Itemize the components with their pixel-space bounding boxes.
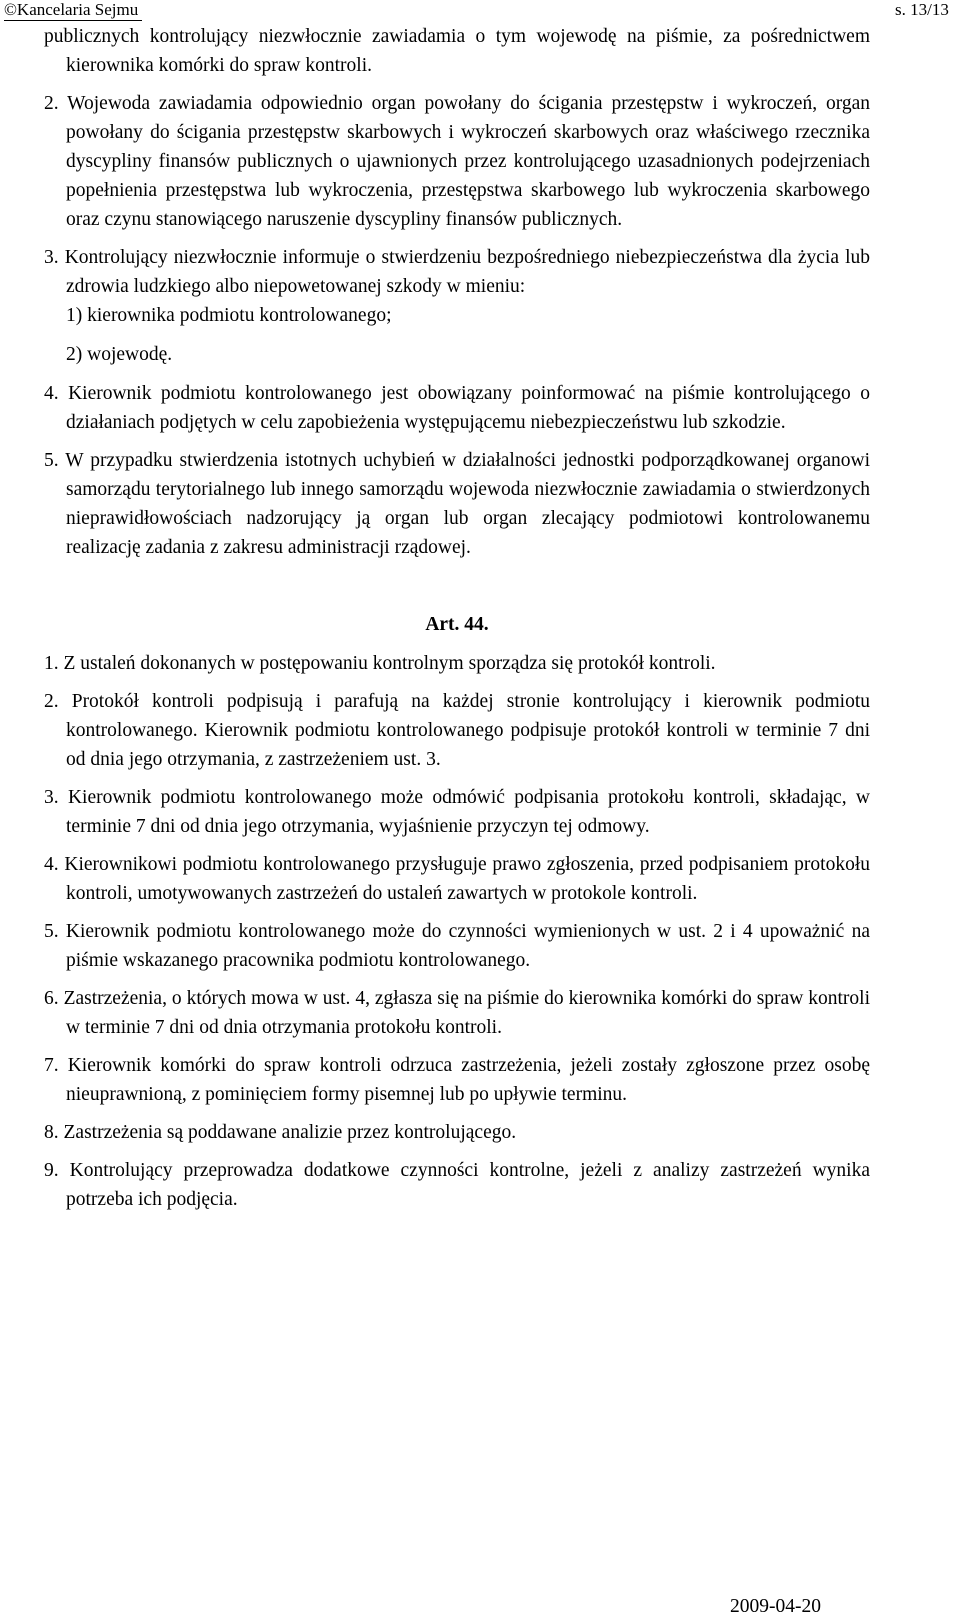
- art43-paragraph-3: 3. Kontrolujący niezwłocznie informuje o stwierdzeniu bezpośredniego niebezpieczeństwa dla życia lub zdrowia ludzkiego albo niepowetowanej szkody w mieniu:: [44, 247, 870, 297]
- art43-paragraph-4: 4. Kierownik podmiotu kontrolowanego jest obowiązany poinformować na piśmie kontrolującego o działaniach podjętych w celu zapobieżenia występującemu niebezpieczeństwu lub szkodzie.: [44, 383, 870, 433]
- header-publisher: ©Kancelaria Sejmu: [4, 0, 142, 21]
- art44-paragraph: 7. Kierownik komórki do spraw kontroli odrzuca zastrzeżenia, jeżeli zostały zgłoszone przez osobę nieuprawnioną, z pominięciem formy pisemnej lub po upływie terminu.: [44, 1055, 870, 1105]
- article-heading: Art. 44.: [425, 614, 489, 635]
- art44-paragraph: 1. Z ustaleń dokonanych w postępowaniu kontrolnym sporządza się protokół kontroli.: [44, 653, 716, 674]
- art44-paragraph: 8. Zastrzeżenia są poddawane analizie przez kontrolującego.: [44, 1122, 517, 1143]
- continuation-paragraph: publicznych kontrolujący niezwłocznie zawiadamia o tym wojewodę na piśmie, za pośrednictwem kierownika komórki do spraw kontroli.: [44, 26, 870, 76]
- art43-paragraph-2: 2. Wojewoda zawiadamia odpowiednio organ powołany do ścigania przestępstw i wykroczeń, organ powołany do ścigania przestępstw skarbowych i wykroczeń skarbowych oraz właściwego rzecznika dyscypliny finansów publicznych o ujawnionych przez kontrolującego uzasadnionych podejrzeniach popełnienia przestępstwa lub wykroczenia, przestępstwa skarbowego lub wykroczenia skarbowego oraz czynu stanowiącego naruszenie dyscypliny finansów publicznych.: [44, 93, 870, 230]
- art44-paragraph: 9. Kontrolujący przeprowadza dodatkowe czynności kontrolne, jeżeli z analizy zastrzeżeń wynika potrzeba ich podjęcia.: [44, 1160, 870, 1210]
- footer-date: 2009-04-20: [730, 1596, 821, 1617]
- list-item: 2) wojewodę.: [66, 344, 173, 365]
- art44-paragraph: 4. Kierownikowi podmiotu kontrolowanego przysługuje prawo zgłoszenia, przed podpisaniem protokołu kontroli, umotywowanych zastrzeżeń do ustaleń zawartych w protokole kontroli.: [44, 854, 870, 904]
- art43-paragraph-5: 5. W przypadku stwierdzenia istotnych uchybień w działalności jednostki podporządkowanej organowi samorządu terytorialnego lub innego samorządu wojewoda niezwłocznie zawiadamia o stwierdzonych nieprawidłowościach nadzorujący ją organ lub organ zlecający podmiotowi kontrolowanemu realizację zadania z zakresu administracji rządowej.: [44, 450, 870, 558]
- art44-paragraph: 3. Kierownik podmiotu kontrolowanego może odmówić podpisania protokołu kontroli, składając, w terminie 7 dni od dnia jego otrzymania, wyjaśnienie przyczyn tej odmowy.: [44, 787, 870, 837]
- art44-paragraph: 5. Kierownik podmiotu kontrolowanego może do czynności wymienionych w ust. 2 i 4 upoważnić na piśmie wskazanego pracownika podmiotu kontrolowanego.: [44, 921, 870, 971]
- art44-paragraph: 2. Protokół kontroli podpisują i parafują na każdej stronie kontrolujący i kierownik podmiotu kontrolowanego. Kierownik podmiotu kontrolowanego podpisuje protokół kontroli w terminie 7 dni od dnia jego otrzymania, z zastrzeżeniem ust. 3.: [44, 691, 870, 770]
- art43-point-list: [44, 301, 870, 369]
- list-item: 1) kierownika podmiotu kontrolowanego;: [66, 305, 392, 326]
- art44-paragraph: 6. Zastrzeżenia, o których mowa w ust. 4, zgłasza się na piśmie do kierownika komórki do spraw kontroli w terminie 7 dni od dnia otrzymania protokołu kontroli.: [44, 988, 870, 1038]
- header-page-number: s. 13/13: [895, 0, 949, 19]
- document-body: [44, 22, 870, 1223]
